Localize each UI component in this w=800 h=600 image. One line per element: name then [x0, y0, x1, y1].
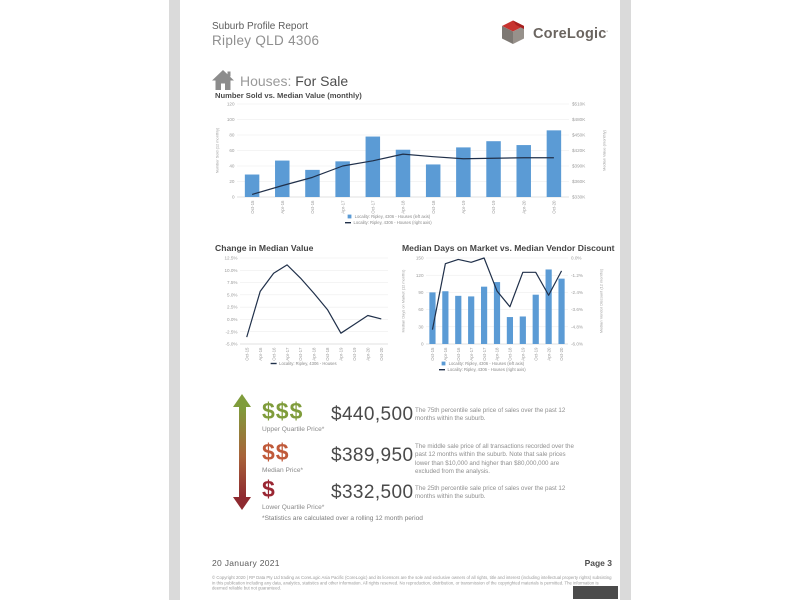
svg-text:Apr-17: Apr-17 — [284, 347, 290, 361]
lower-quartile-row — [262, 478, 324, 511]
dollar-symbols-median: $$ — [262, 439, 290, 465]
median-price-row — [262, 441, 303, 474]
median-price-value: $389,950 — [331, 445, 414, 466]
svg-text:0: 0 — [420, 341, 424, 347]
svg-text:Oct-17: Oct-17 — [481, 347, 487, 361]
svg-text:$510K: $510K — [572, 101, 586, 107]
svg-text:Oct-20: Oct-20 — [378, 347, 384, 361]
svg-text:Oct-16: Oct-16 — [455, 347, 461, 361]
svg-text:Apr-18: Apr-18 — [400, 200, 406, 214]
svg-text:Oct-16: Oct-16 — [271, 347, 277, 361]
svg-text:Oct-19: Oct-19 — [533, 347, 539, 361]
svg-text:Apr-16: Apr-16 — [257, 347, 263, 361]
svg-text:120: 120 — [415, 272, 424, 278]
svg-text:Oct-20: Oct-20 — [551, 200, 557, 214]
chart1-title: Number Sold vs. Median Value (monthly) — [215, 91, 362, 100]
svg-text:10.0%: 10.0% — [224, 267, 238, 273]
svg-text:Oct-19: Oct-19 — [352, 347, 358, 361]
copyright-text: © Copyright 2020 | RP Data Pty Ltd trading as CoreLogic Asia Pacific (CoreLogic) and its licensors are the sole and exclusive owners of all rights, title and interest (including intellectual property rights) subsisting in this publication including any data, analytics, statistics and other information. All rights reserved. No reproduction, distribution, or transmission of the copyrighted materials is permitted. The information is deemed reliable but not guaranteed. — [212, 575, 612, 591]
dollar-symbols-upper: $$$ — [262, 398, 304, 424]
svg-text:100: 100 — [226, 117, 235, 123]
corelogic-logo-icon — [497, 15, 529, 53]
report-type-label: Suburb Profile Report — [212, 21, 309, 32]
svg-text:20: 20 — [229, 179, 235, 185]
svg-text:Apr-16: Apr-16 — [443, 347, 449, 361]
svg-text:-1.2%: -1.2% — [571, 272, 584, 278]
svg-text:60: 60 — [418, 307, 424, 313]
number-sold-vs-median-value-chart — [213, 99, 609, 235]
lower-quartile-description: The 25th percentile sale price of sales over the past 12 months within the suburb. — [415, 485, 566, 501]
lower-quartile-label: Lower Quartile Price* — [262, 504, 325, 511]
dollar-symbols-lower: $ — [262, 476, 276, 502]
svg-text:80: 80 — [229, 132, 235, 138]
svg-text:Locality: Ripley, 4306 - House: Locality: Ripley, 4306 - Houses (right axis) — [353, 220, 432, 226]
svg-text:Apr-20: Apr-20 — [546, 347, 552, 361]
svg-text:$420K: $420K — [572, 148, 586, 154]
svg-text:Apr-17: Apr-17 — [340, 200, 346, 214]
viewer-dark-box — [573, 586, 618, 599]
svg-text:$450K: $450K — [572, 132, 586, 138]
upper-quartile-value: $440,500 — [331, 404, 414, 425]
svg-text:Oct-18: Oct-18 — [507, 347, 513, 361]
page-margin-right — [620, 0, 631, 600]
arrow-up-head — [233, 394, 251, 407]
svg-text:-3.6%: -3.6% — [571, 307, 584, 313]
arrow-down-head — [233, 497, 251, 510]
svg-text:0.0%: 0.0% — [571, 255, 582, 261]
svg-text:Locality: Ripley, 4306 - House: Locality: Ripley, 4306 - Houses (left axis) — [448, 361, 525, 366]
suburb-title: Ripley QLD 4306 — [212, 33, 320, 48]
svg-text:$360K: $360K — [572, 179, 586, 185]
svg-text:0.0%: 0.0% — [227, 317, 238, 323]
svg-text:Oct-17: Oct-17 — [298, 347, 304, 361]
statistics-footnote: *Statistics are calculated over a rolling 12 month period — [262, 515, 423, 522]
svg-text:12.5%: 12.5% — [224, 255, 238, 261]
page-margin-left — [169, 0, 180, 600]
svg-text:Oct-18: Oct-18 — [325, 347, 331, 361]
svg-text:60: 60 — [229, 148, 235, 154]
svg-text:Locality: Ripley, 4306 - House: Locality: Ripley, 4306 - Houses — [279, 361, 337, 366]
svg-text:$330K: $330K — [572, 194, 586, 200]
svg-text:-5.0%: -5.0% — [225, 341, 238, 347]
svg-text:-6.0%: -6.0% — [571, 341, 584, 347]
svg-text:Median Vendor Discount (12 mon: Median Vendor Discount (12 months) — [598, 268, 604, 334]
trademark-mark: ' — [606, 31, 608, 37]
svg-text:Oct-15: Oct-15 — [244, 347, 250, 361]
corelogic-wordmark: CoreLogic — [533, 26, 607, 42]
svg-text:150: 150 — [415, 255, 424, 261]
svg-text:40: 40 — [229, 163, 235, 169]
lower-quartile-value: $332,500 — [331, 482, 414, 503]
svg-text:7.5%: 7.5% — [227, 280, 238, 286]
svg-text:120: 120 — [226, 101, 235, 107]
svg-text:90: 90 — [418, 290, 424, 295]
footer-date: 20 January 2021 — [212, 558, 280, 568]
upper-quartile-label: Upper Quartile Price* — [262, 426, 325, 433]
svg-text:Oct-19: Oct-19 — [491, 200, 497, 214]
svg-text:Apr-16: Apr-16 — [279, 200, 285, 214]
svg-text:Number Sold (12 monthly): Number Sold (12 monthly) — [214, 127, 220, 174]
svg-text:Oct-16: Oct-16 — [310, 200, 316, 214]
section-category: Houses: — [240, 73, 292, 89]
chart3-title: Median Days on Market vs. Median Vendor Discount — [402, 243, 615, 253]
svg-text:Apr-18: Apr-18 — [494, 347, 500, 361]
page-number: Page 3 — [584, 558, 612, 568]
change-in-median-value-chart — [212, 253, 398, 377]
svg-text:Oct-15: Oct-15 — [430, 347, 436, 361]
arrow-gradient-bar — [239, 407, 246, 497]
svg-text:Oct-17: Oct-17 — [370, 200, 376, 214]
median-price-label: Median Price* — [262, 467, 304, 474]
svg-text:5.0%: 5.0% — [227, 292, 238, 298]
corelogic-logo — [497, 15, 608, 53]
svg-text:0: 0 — [231, 194, 235, 200]
svg-text:Apr-17: Apr-17 — [468, 347, 474, 361]
svg-text:Apr-18: Apr-18 — [311, 347, 317, 361]
svg-text:Apr-20: Apr-20 — [365, 347, 371, 361]
svg-text:Apr-19: Apr-19 — [520, 347, 526, 361]
chart2-title: Change in Median Value — [215, 243, 314, 253]
svg-text:Apr-19: Apr-19 — [461, 200, 467, 214]
section-status: For Sale — [295, 73, 349, 89]
svg-text:Median Days on Market (12 mont: Median Days on Market (12 months) — [400, 269, 406, 333]
svg-text:Oct-20: Oct-20 — [559, 347, 565, 361]
svg-text:-2.4%: -2.4% — [571, 290, 584, 295]
median-price-description: The middle sale price of all transactions recorded over the past 12 months within the suburb. Note that sale prices lower than $10,000 and higher than $80,000,000 are excluded from the analysis. — [415, 443, 574, 476]
svg-text:Apr-19: Apr-19 — [338, 347, 344, 361]
svg-text:Oct-15: Oct-15 — [249, 200, 255, 214]
svg-text:Apr-20: Apr-20 — [521, 200, 527, 214]
days-on-market-vs-vendor-discount-chart — [399, 253, 606, 377]
svg-text:-4.8%: -4.8% — [571, 324, 584, 330]
svg-text:Locality: Ripley, 4306 - House: Locality: Ripley, 4306 - Houses (left axis) — [354, 214, 431, 219]
svg-text:$390K: $390K — [572, 163, 586, 169]
svg-text:30: 30 — [418, 324, 424, 330]
svg-text:$480K: $480K — [572, 117, 586, 123]
svg-text:Locality: Ripley, 4306 - House: Locality: Ripley, 4306 - Houses (right axis) — [447, 367, 526, 373]
upper-quartile-row — [262, 400, 324, 433]
price-range-arrow-icon — [233, 394, 251, 510]
svg-text:Median Value (monthly): Median Value (monthly) — [601, 130, 607, 171]
section-title — [240, 73, 348, 89]
svg-text:-2.5%: -2.5% — [225, 329, 238, 335]
svg-text:2.5%: 2.5% — [227, 304, 238, 310]
svg-text:Oct-18: Oct-18 — [430, 200, 436, 214]
upper-quartile-description: The 75th percentile sale price of sales over the past 12 months within the suburb. — [415, 407, 566, 423]
